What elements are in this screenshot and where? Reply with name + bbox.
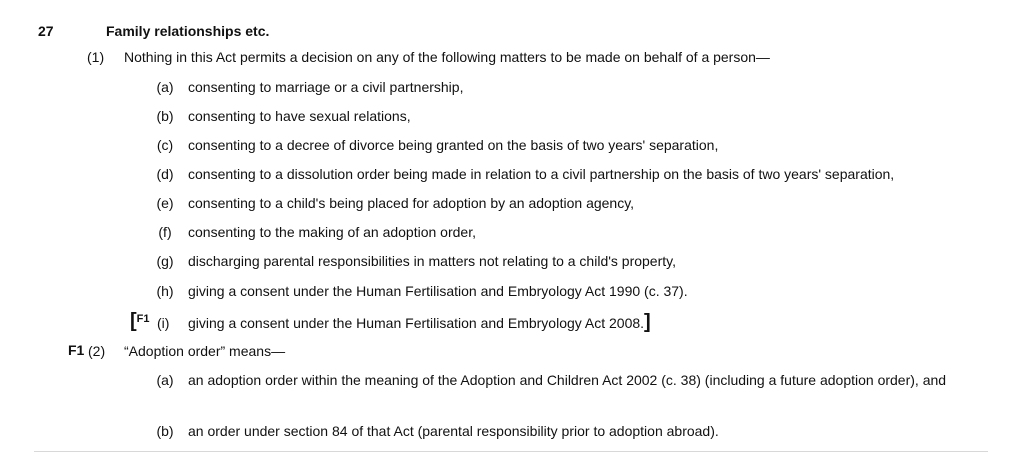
paragraph-b-label: (b) bbox=[156, 108, 174, 124]
paragraph-i-label: (i) bbox=[157, 315, 170, 331]
subsection-2-paragraph-b-label: (b) bbox=[156, 423, 174, 439]
paragraph-g-label: (g) bbox=[156, 253, 174, 269]
paragraph-b-text: consenting to have sexual relations, bbox=[188, 108, 411, 124]
paragraph-a-label: (a) bbox=[156, 79, 174, 95]
subsection-2-paragraph-b-text: an order under section 84 of that Act (parental responsibility prior to adoption abroad). bbox=[188, 423, 719, 439]
paragraph-e-label: (e) bbox=[156, 195, 174, 211]
subsection-2-paragraph-a-text: an adoption order within the meaning of the Adoption and Children Act 2002 (c. 38) (including a future adoption order), and bbox=[188, 372, 947, 388]
subsection-2-annotation-link[interactable]: F1 bbox=[68, 342, 85, 358]
paragraph-i-text: giving a consent under the Human Fertilisation and Embryology Act 2008. bbox=[188, 315, 645, 331]
subsection-2-text: “Adoption order” means— bbox=[124, 343, 286, 359]
paragraph-c-text: consenting to a decree of divorce being granted on the basis of two years' separation, bbox=[188, 137, 719, 153]
section-title: Family relationships etc. bbox=[106, 23, 270, 39]
subsection-1-text: Nothing in this Act permits a decision on any of the following matters to be made on behalf of a person— bbox=[124, 49, 770, 65]
paragraph-c-label: (c) bbox=[156, 137, 174, 153]
paragraph-d-text: consenting to a dissolution order being made in relation to a civil partnership on the basis of two years' separation, bbox=[188, 166, 895, 182]
paragraph-f-label: (f) bbox=[158, 224, 172, 240]
paragraph-i-group bbox=[188, 313, 651, 332]
subsection-2-number: (2) bbox=[88, 343, 106, 359]
amendment-open-bracket: [ bbox=[130, 310, 137, 332]
paragraph-h-text: giving a consent under the Human Fertilisation and Embryology Act 1990 (c. 37). bbox=[188, 283, 688, 299]
paragraph-g-text: discharging parental responsibilities in matters not relating to a child's property, bbox=[188, 253, 676, 269]
section-number: 27 bbox=[38, 23, 54, 39]
paragraph-a-text: consenting to marriage or a civil partnership, bbox=[188, 79, 464, 95]
amendment-close-bracket: ] bbox=[644, 311, 651, 333]
subsection-1-number: (1) bbox=[87, 49, 105, 65]
amendment-open-group bbox=[130, 312, 150, 333]
paragraph-h-label: (h) bbox=[156, 283, 174, 299]
subsection-2-paragraph-a-label: (a) bbox=[156, 372, 174, 388]
paragraph-f-text: consenting to the making of an adoption order, bbox=[188, 224, 476, 240]
paragraph-e-text: consenting to a child's being placed for adoption by an adoption agency, bbox=[188, 195, 635, 211]
bottom-divider bbox=[34, 451, 988, 452]
paragraph-d-label: (d) bbox=[156, 166, 174, 182]
amendment-footnote-link[interactable]: F1 bbox=[136, 313, 150, 325]
